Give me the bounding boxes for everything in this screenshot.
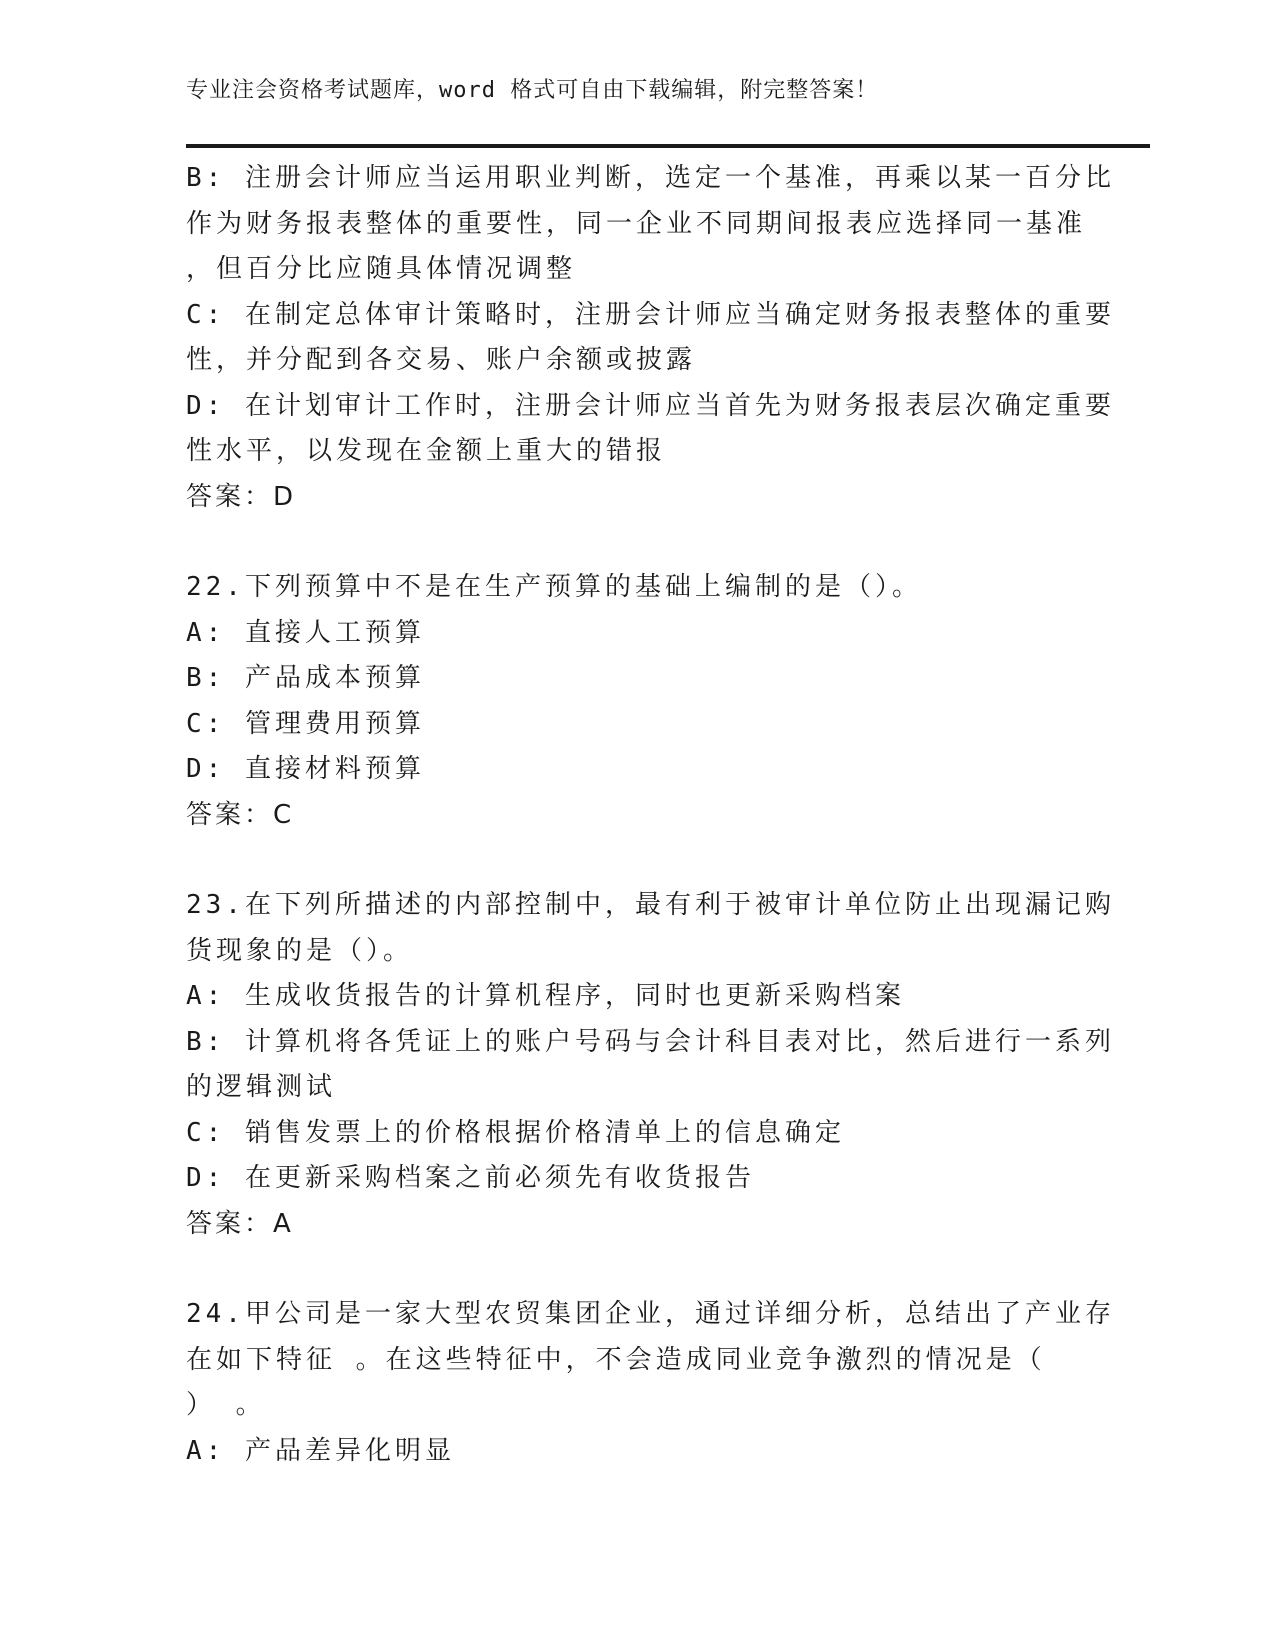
question-stem: 货现象的是（）。: [186, 935, 414, 966]
question-stem: 在如下特征 。在这些特征中，不会造成同业竞争激烈的情况是（: [186, 1344, 1046, 1375]
option-line: 性水平，以发现在金额上重大的错报: [186, 436, 667, 466]
option-line: ，但百分比应随具体情况调整: [186, 254, 577, 284]
option-b: B: 产品成本预算: [186, 663, 425, 693]
option-a: A: 直接人工预算: [186, 617, 425, 648]
option-line: 性，并分配到各交易、账户余额或披露: [186, 345, 697, 375]
question-stem: ） 。: [186, 1390, 266, 1420]
question-23: [186, 883, 1115, 1247]
option-line: B: 注册会计师应当运用职业判断，选定一个基准，再乘以某一百分比: [186, 163, 1115, 193]
option-a: A: 生成收货报告的计算机程序，同时也更新采购档案: [186, 981, 905, 1011]
option-line: 作为财务报表整体的重要性，同一企业不同期间报表应选择同一基准: [186, 208, 1087, 239]
question-21-continued: [186, 156, 1115, 520]
question-22: [186, 565, 1086, 838]
option-c: C: 管理费用预算: [186, 708, 425, 739]
question-24: [186, 1292, 1115, 1474]
question-stem: 22.下列预算中不是在生产预算的基础上编制的是（）。: [186, 572, 922, 602]
option-d: D: 直接材料预算: [186, 754, 425, 784]
option-a: A: 产品差异化明显: [186, 1435, 455, 1466]
option-b: B: 计算机将各凭证上的账户号码与会计科目表对比，然后进行一系列: [186, 1026, 1115, 1057]
page-header: 专业注会资格考试题库，word 格式可自由下载编辑，附完整答案！: [186, 78, 879, 103]
question-stem: 24.甲公司是一家大型农贸集团企业，通过详细分析，总结出了产业存: [186, 1299, 1115, 1329]
answer-line: 答案：C: [186, 799, 295, 830]
option-line: C: 在制定总体审计策略时，注册会计师应当确定财务报表整体的重要: [186, 299, 1115, 330]
question-stem: 23.在下列所描述的内部控制中，最有利于被审计单位防止出现漏记购: [186, 890, 1115, 920]
answer-line: 答案：D: [186, 481, 297, 512]
option-d: D: 在更新采购档案之前必须先有收货报告: [186, 1163, 755, 1193]
option-c: C: 销售发票上的价格根据价格清单上的信息确定: [186, 1117, 845, 1148]
document-body: [186, 156, 1115, 1474]
header-divider: [186, 144, 1150, 148]
option-line: D: 在计划审计工作时，注册会计师应当首先为财务报表层次确定重要: [186, 390, 1115, 421]
option-b: 的逻辑测试: [186, 1072, 337, 1102]
answer-line: 答案：A: [186, 1208, 294, 1239]
